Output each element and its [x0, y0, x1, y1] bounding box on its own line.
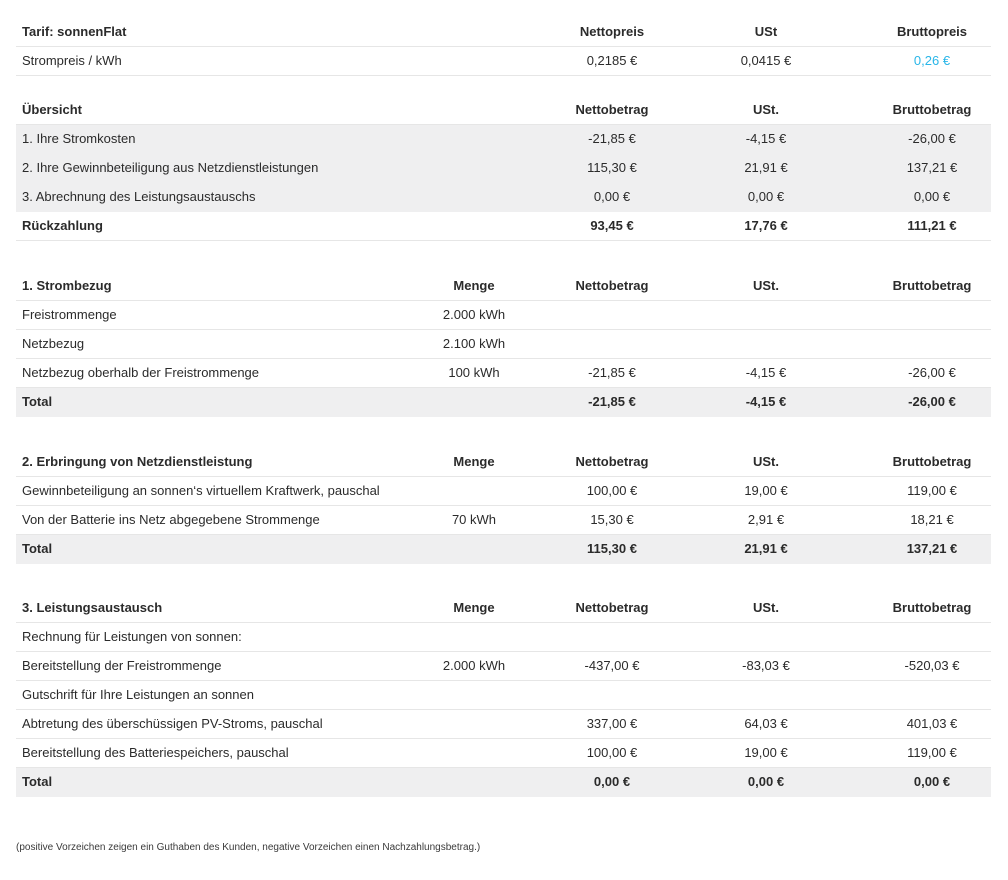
col-header-nettobetrag: Nettobetrag: [575, 454, 649, 469]
row-label: Abtretung des überschüssigen PV-Stroms, pauschal: [22, 716, 323, 731]
ust-value: 0,0415 €: [740, 53, 792, 68]
brutto-value: -520,03 €: [904, 658, 960, 673]
table-row: [16, 477, 991, 506]
menge-value: 100 kWh: [448, 365, 500, 380]
netto-total: 115,30 €: [587, 541, 637, 556]
col-header-nettopreis: Nettopreis: [579, 24, 645, 39]
netto-value: 0,00 €: [593, 189, 631, 204]
total-row: [16, 768, 991, 797]
col-header-ust: USt.: [753, 600, 779, 615]
row-label: Netzbezug oberhalb der Freistrommenge: [22, 365, 260, 380]
menge-value: 70 kWh: [451, 512, 497, 527]
col-header-bruttobetrag: Bruttobetrag: [892, 278, 972, 293]
brutto-value: 119,00 €: [907, 483, 957, 498]
ust-value: 19,00 €: [744, 483, 788, 498]
row-label: 3. Abrechnung des Leistungsaustauschs: [22, 189, 256, 204]
netto-value: 100,00 €: [586, 483, 638, 498]
brutto-total: 111,21 €: [907, 218, 957, 233]
col-header-bruttobetrag: Bruttobetrag: [892, 600, 972, 615]
total-label: Rückzahlung: [22, 218, 103, 233]
brutto-value: 0,00 €: [913, 189, 951, 204]
ust-total: 17,76 €: [744, 218, 788, 233]
menge-value: [414, 477, 534, 505]
netto-value: -21,85 €: [588, 131, 636, 146]
brutto-value: [872, 301, 992, 329]
table-row: [16, 125, 991, 154]
brutto-value: 137,21 €: [906, 160, 958, 175]
ust-total: 21,91 €: [744, 541, 788, 556]
ust-value: -4,15 €: [745, 365, 787, 380]
brutto-value: [872, 681, 992, 709]
col-header-bruttopreis: Bruttopreis: [896, 24, 968, 39]
row-label: Netzbezug: [22, 336, 85, 351]
netto-value: [552, 301, 672, 329]
leistung-header-row: [16, 594, 991, 623]
col-header-ust: USt.: [753, 278, 779, 293]
col-header-menge: Menge: [453, 454, 495, 469]
ust-value: [706, 301, 826, 329]
overview-header-row: [16, 96, 991, 125]
col-header-nettobetrag: Nettobetrag: [575, 600, 649, 615]
netto-value: 115,30 €: [587, 160, 637, 175]
netto-total: 93,45 €: [590, 218, 634, 233]
tariff-table: [16, 18, 991, 76]
total-label: Total: [22, 774, 53, 789]
total-label: Total: [22, 541, 53, 556]
total-row: [16, 388, 991, 417]
ust-value: 0,00 €: [747, 189, 785, 204]
total-row: [16, 535, 991, 564]
ust-value: [706, 623, 826, 651]
row-label: Strompreis / kWh: [22, 53, 122, 68]
ust-value: [706, 681, 826, 709]
row-label: 1. Ihre Stromkosten: [22, 131, 136, 146]
netto-total: 0,00 €: [593, 774, 631, 789]
brutto-value: 18,21 €: [910, 512, 954, 527]
table-row: [16, 681, 991, 710]
menge-value: [414, 681, 534, 709]
brutto-value: 401,03 €: [906, 716, 958, 731]
col-header-bruttobetrag: Bruttobetrag: [892, 102, 972, 117]
table-row: [16, 154, 991, 183]
netzdienst-table: [16, 448, 991, 564]
ust-value: 21,91 €: [744, 160, 788, 175]
netto-value: [552, 681, 672, 709]
row-label: Gewinnbeteiligung an sonnen‘s virtuellem Kraftwerk, pauschal: [22, 483, 380, 498]
table-row: [16, 47, 991, 76]
section-title: Übersicht: [22, 102, 82, 117]
netto-value: -21,85 €: [588, 365, 636, 380]
ust-total: 0,00 €: [747, 774, 785, 789]
row-label: 2. Ihre Gewinnbeteiligung aus Netzdienstleistungen: [22, 160, 319, 175]
strombezug-table: [16, 272, 991, 417]
leistung-table: [16, 594, 991, 797]
row-label: Gutschrift für Ihre Leistungen an sonnen: [22, 687, 254, 702]
netto-value: -437,00 €: [584, 658, 640, 673]
ust-value: [706, 330, 826, 358]
total-label: Total: [22, 394, 53, 409]
col-header-ust: USt.: [753, 454, 779, 469]
row-label: Bereitstellung der Freistrommenge: [22, 658, 222, 673]
total-row: [16, 212, 991, 241]
col-header-nettobetrag: Nettobetrag: [575, 278, 649, 293]
netzdienst-header-row: [16, 448, 991, 477]
ust-value: 64,03 €: [744, 716, 788, 731]
table-row: [16, 710, 991, 739]
col-header-menge: Menge: [453, 278, 495, 293]
netto-value: 337,00 €: [586, 716, 638, 731]
brutto-value: [872, 330, 992, 358]
section-title: 1. Strombezug: [22, 278, 112, 293]
brutto-price-highlight: 0,26 €: [913, 53, 951, 68]
col-header-bruttobetrag: Bruttobetrag: [892, 454, 972, 469]
overview-table: [16, 96, 991, 241]
row-label: Freistrommenge: [22, 307, 117, 322]
tariff-title: Tarif: sonnenFlat: [22, 24, 127, 39]
table-row: [16, 330, 991, 359]
ust-value: 2,91 €: [747, 512, 785, 527]
table-row: [16, 359, 991, 388]
menge-value: [414, 739, 534, 767]
col-header-ust: USt: [754, 24, 778, 39]
table-row: [16, 301, 991, 330]
tariff-header-row: [16, 18, 991, 47]
ust-value: -4,15 €: [745, 131, 787, 146]
table-row: [16, 506, 991, 535]
row-label: Rechnung für Leistungen von sonnen:: [22, 629, 242, 644]
brutto-total: 0,00 €: [913, 774, 951, 789]
table-row: [16, 739, 991, 768]
netto-value: 15,30 €: [590, 512, 634, 527]
netto-value: [552, 623, 672, 651]
brutto-value: -26,00 €: [908, 365, 956, 380]
footnote: (positive Vorzeichen zeigen ein Guthaben des Kunden, negative Vorzeichen einen Nachzahlungsbetrag.): [16, 842, 481, 853]
section-title: 3. Leistungsaustausch: [22, 600, 163, 615]
netto-value: 0,2185 €: [586, 53, 638, 68]
netto-total: -21,85 €: [588, 394, 636, 409]
col-header-nettobetrag: Nettobetrag: [575, 102, 649, 117]
brutto-total: -26,00 €: [908, 394, 956, 409]
strombezug-header-row: [16, 272, 991, 301]
row-label: Bereitstellung des Batteriespeichers, pauschal: [22, 745, 289, 760]
brutto-total: 137,21 €: [906, 541, 958, 556]
menge-value: 2.000 kWh: [442, 658, 506, 673]
section-title: 2. Erbringung von Netzdienstleistung: [22, 454, 253, 469]
col-header-ust: USt.: [753, 102, 779, 117]
netto-value: 100,00 €: [586, 745, 638, 760]
brutto-value: -26,00 €: [908, 131, 956, 146]
menge-value: 2.000 kWh: [442, 307, 506, 322]
menge-value: [414, 710, 534, 738]
ust-value: 19,00 €: [744, 745, 788, 760]
netto-value: [552, 330, 672, 358]
menge-value: [414, 623, 534, 651]
brutto-value: [872, 623, 992, 651]
col-header-menge: Menge: [453, 600, 495, 615]
row-label: Von der Batterie ins Netz abgegebene Strommenge: [22, 512, 320, 527]
table-row: [16, 652, 991, 681]
table-row: [16, 623, 991, 652]
table-row: [16, 183, 991, 212]
ust-total: -4,15 €: [745, 394, 787, 409]
brutto-value: 119,00 €: [907, 745, 957, 760]
ust-value: -83,03 €: [742, 658, 790, 673]
menge-value: 2.100 kWh: [442, 336, 506, 351]
